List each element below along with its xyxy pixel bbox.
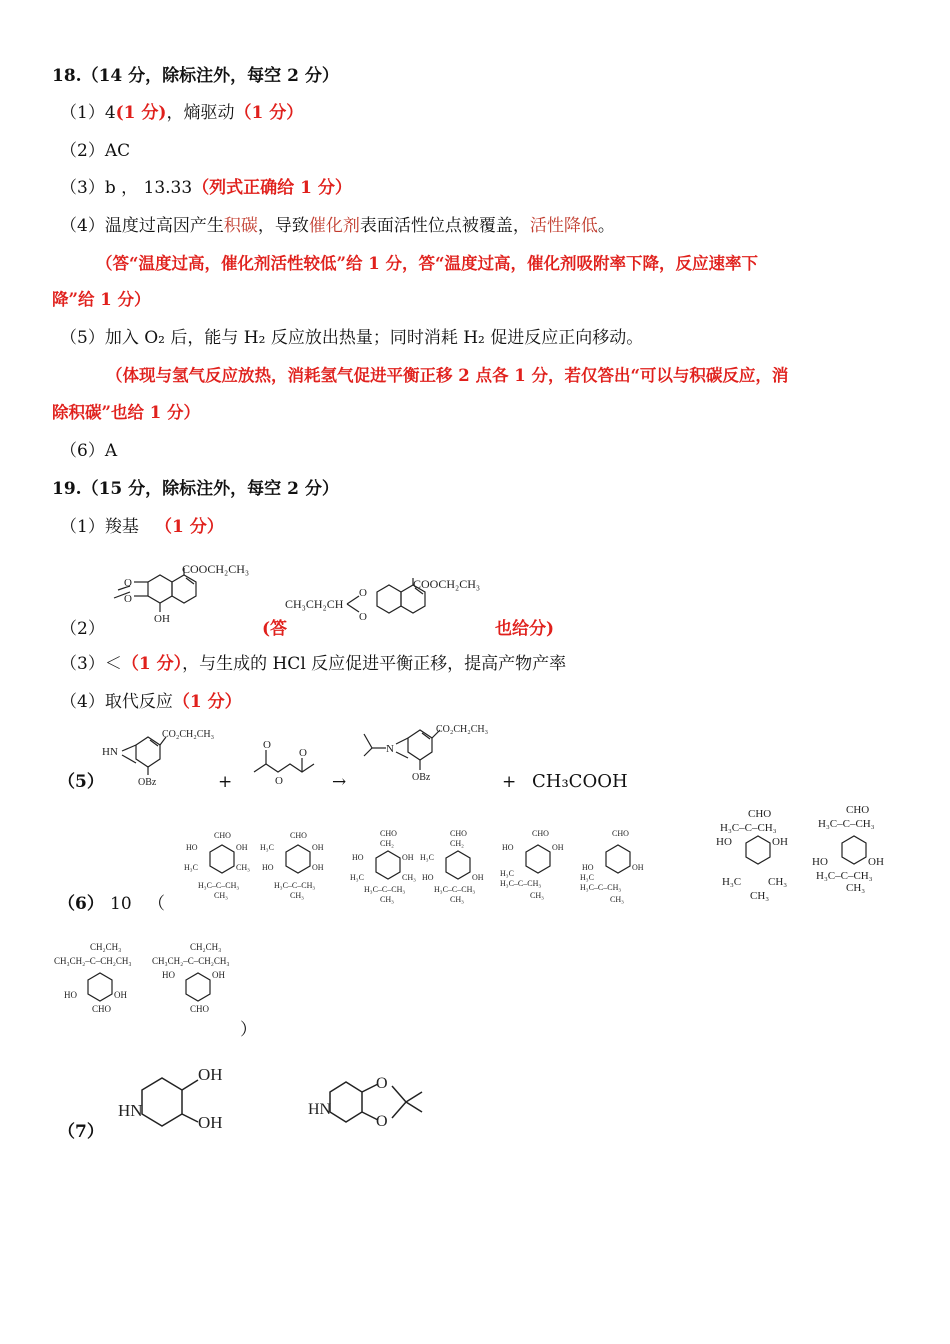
obz-label: OBz [412, 772, 431, 783]
q19-part4: （4）取代反应（1 分） [60, 692, 242, 712]
q18-part5: （5）加入 O₂ 后，能与 H₂ 反应放出热量；同时消耗 H₂ 促进反应正向移动。 [60, 328, 644, 348]
svg-text:CH₃: CH₃ [402, 873, 416, 882]
svg-text:HO: HO [716, 836, 732, 848]
svg-text:H₃C–C–CH₃: H₃C–C–CH₃ [198, 881, 240, 890]
plus-sign: + [218, 772, 233, 792]
q18-note5-line2: 除积碳”也给 1 分） [52, 403, 200, 422]
oxygen-label: O [359, 587, 367, 599]
svg-text:HO: HO [582, 863, 594, 872]
svg-text:CHO: CHO [190, 1004, 210, 1014]
svg-text:H₃C–C–CH₃: H₃C–C–CH₃ [720, 822, 777, 834]
svg-text:H₃C: H₃C [184, 863, 198, 872]
svg-text:OH: OH [236, 843, 248, 852]
ester-label: COOCH₂CH₃ [182, 562, 250, 576]
q19-part1: （1）羧基 （1 分） [60, 517, 224, 537]
svg-text:H₃C: H₃C [260, 843, 274, 852]
ester-label: CO₂CH₂CH₃ [436, 724, 489, 735]
oxygen-label: O [359, 611, 367, 623]
q18-note4-line1: （答“温度过高，催化剂活性较低”给 1 分，答“温度过高，催化剂吸附率下降，反应速率下 [96, 254, 758, 273]
q19-part6-open-paren: （ [148, 894, 165, 914]
q19-part6-close-paren: ） [240, 1020, 257, 1040]
q19-part6-number: （6） [58, 894, 104, 914]
svg-text:H₃C–C–CH₃: H₃C–C–CH₃ [434, 885, 476, 894]
svg-text:H₃C: H₃C [350, 873, 364, 882]
q18-part1: （1）4(1 分)，熵驱动（1 分） [60, 103, 304, 123]
ester-label: COOCH₂CH₃ [413, 577, 481, 591]
svg-text:CH₃: CH₃ [530, 891, 544, 900]
oxygen-label: O [275, 775, 283, 787]
q19-part2-alt-close: 也给分) [495, 619, 555, 639]
svg-text:CHO: CHO [92, 1004, 112, 1014]
svg-text:HO: HO [422, 873, 434, 882]
isomer-3 [350, 829, 416, 904]
svg-text:CHO: CHO [612, 829, 629, 838]
oxygen-label: O [299, 747, 307, 759]
q19-part2-structure-a [100, 560, 260, 630]
svg-text:OH: OH [868, 856, 884, 868]
isomer-5 [500, 829, 564, 900]
svg-text:HO: HO [812, 856, 828, 868]
svg-text:CH₃CH₂–C–CH₂CH₃: CH₃CH₂–C–CH₂CH₃ [54, 956, 132, 966]
svg-text:CH₂CH₃: CH₂CH₃ [90, 942, 122, 952]
q19-part6-isomers-row2 [54, 940, 254, 1020]
svg-text:H₃C–C–CH₃: H₃C–C–CH₃ [816, 870, 873, 882]
svg-text:HO: HO [352, 853, 364, 862]
svg-text:CH₂CH₃: CH₂CH₃ [190, 942, 222, 952]
svg-text:CH₃: CH₃ [610, 895, 624, 904]
svg-text:HO: HO [502, 843, 514, 852]
svg-text:CH₃: CH₃ [450, 895, 464, 904]
q18-part4: （4）温度过高因产生积碳，导致催化剂表面活性位点被覆盖，活性降低。 [60, 216, 615, 236]
obz-label: OBz [138, 777, 157, 788]
isomer-4 [420, 829, 484, 904]
q19-part7-number: （7） [58, 1122, 104, 1142]
svg-text:CHO: CHO [532, 829, 549, 838]
svg-text:CHO: CHO [290, 831, 307, 840]
svg-text:CH₃: CH₃ [290, 891, 304, 900]
svg-text:OH: OH [312, 863, 324, 872]
q19-part5-acetic-anhydride [250, 738, 330, 788]
q19-part3: （3）＜（1 分），与生成的 HCl 反应促进平衡正移，提高产物产率 [60, 654, 567, 674]
q19-part7-structure-diol [118, 1060, 248, 1140]
acetic-acid-formula: CH₃COOH [532, 771, 628, 792]
svg-text:CH₃CH₂–C–CH₂CH₃: CH₃CH₂–C–CH₂CH₃ [152, 956, 230, 966]
ester-label: CO₂CH₂CH₃ [162, 729, 215, 740]
q19-part5-number: （5） [58, 772, 104, 792]
svg-text:OH: OH [402, 853, 414, 862]
q18-note5-line1: （体现与氢气反应放热，消耗氢气促进平衡正移 2 点各 1 分，若仅答出“可以与积碳反应，消 [106, 366, 789, 385]
svg-text:OH: OH [472, 873, 484, 882]
isomer-9 [54, 942, 132, 1014]
svg-text:OH: OH [114, 990, 127, 1000]
amine-label: HN [102, 746, 118, 758]
svg-text:O: O [376, 1113, 388, 1130]
svg-text:HO: HO [162, 970, 175, 980]
svg-text:CH₂: CH₂ [450, 839, 464, 848]
q19-header: 19.（15 分，除标注外，每空 2 分） [52, 479, 339, 499]
svg-text:HN: HN [308, 1101, 332, 1118]
svg-text:H₃C: H₃C [420, 853, 434, 862]
isomer-6 [580, 829, 644, 904]
q19-part7-structure-acetonide [308, 1068, 448, 1138]
svg-text:H₃C–C–CH₃: H₃C–C–CH₃ [274, 881, 316, 890]
nitrogen-label: N [386, 743, 394, 755]
svg-text:CHO: CHO [214, 831, 231, 840]
svg-text:OH: OH [198, 1065, 223, 1084]
svg-text:CH₃: CH₃ [750, 890, 770, 902]
q19-part5-product [360, 722, 510, 792]
svg-text:HO: HO [64, 990, 77, 1000]
svg-text:CH₂: CH₂ [380, 839, 394, 848]
svg-text:HO: HO [186, 843, 198, 852]
hydroxyl-label: OH [154, 613, 170, 625]
isomer-8 [812, 804, 884, 894]
svg-text:H₃C–C–CH₃: H₃C–C–CH₃ [818, 818, 875, 830]
plus-sign: + [502, 772, 517, 792]
q18-part6: （6）A [60, 441, 118, 461]
q19-part2-alt-open: (答 [262, 619, 288, 639]
q19-part6-count: 10 [110, 894, 132, 914]
isomer-1 [184, 831, 250, 900]
reaction-arrow: → [332, 772, 347, 792]
oxygen-label: O [124, 593, 132, 605]
svg-text:H₃C–C–CH₃: H₃C–C–CH₃ [500, 879, 542, 888]
svg-text:OH: OH [772, 836, 788, 848]
svg-text:CH₃: CH₃ [846, 882, 866, 894]
svg-text:CHO: CHO [450, 829, 467, 838]
svg-text:H₃C: H₃C [580, 873, 594, 882]
svg-text:HO: HO [262, 863, 274, 872]
q18-note4-line2: 降”给 1 分） [52, 290, 151, 309]
svg-text:H₃C: H₃C [722, 876, 742, 888]
oxygen-label: O [124, 577, 132, 589]
svg-text:CHO: CHO [748, 808, 772, 820]
svg-text:HN: HN [118, 1101, 143, 1120]
svg-text:H₃C–C–CH₃: H₃C–C–CH₃ [580, 883, 622, 892]
isomer-2 [260, 831, 324, 900]
q19-part2-number: （2） [60, 619, 105, 639]
svg-text:CHO: CHO [846, 804, 870, 816]
q18-part2: （2）AC [60, 141, 131, 161]
isomer-7 [716, 808, 788, 902]
q19-part6-isomers-row1 [180, 830, 740, 910]
svg-text:OH: OH [212, 970, 225, 980]
oxygen-label: O [263, 739, 271, 751]
propylidene-label: CH₃CH₂CH [285, 597, 344, 611]
svg-text:H₃C: H₃C [500, 869, 514, 878]
svg-text:CH₃: CH₃ [768, 876, 788, 888]
svg-text:CH₃: CH₃ [380, 895, 394, 904]
q19-part6-isomers-row1-right [710, 805, 900, 905]
svg-text:OH: OH [632, 863, 644, 872]
svg-text:OH: OH [198, 1113, 223, 1132]
svg-text:CH₃: CH₃ [236, 863, 250, 872]
svg-text:CHO: CHO [380, 829, 397, 838]
q19-part2-structure-b [285, 570, 505, 630]
svg-text:H₃C–C–CH₃: H₃C–C–CH₃ [364, 885, 406, 894]
q18-header: 18.（14 分，除标注外，每空 2 分） [52, 66, 339, 86]
svg-text:CH₃: CH₃ [214, 891, 228, 900]
svg-text:O: O [376, 1075, 388, 1092]
svg-text:OH: OH [312, 843, 324, 852]
isomer-10 [152, 942, 230, 1014]
q18-part3: （3）b ， 13.33（列式正确给 1 分） [60, 178, 352, 198]
svg-text:OH: OH [552, 843, 564, 852]
